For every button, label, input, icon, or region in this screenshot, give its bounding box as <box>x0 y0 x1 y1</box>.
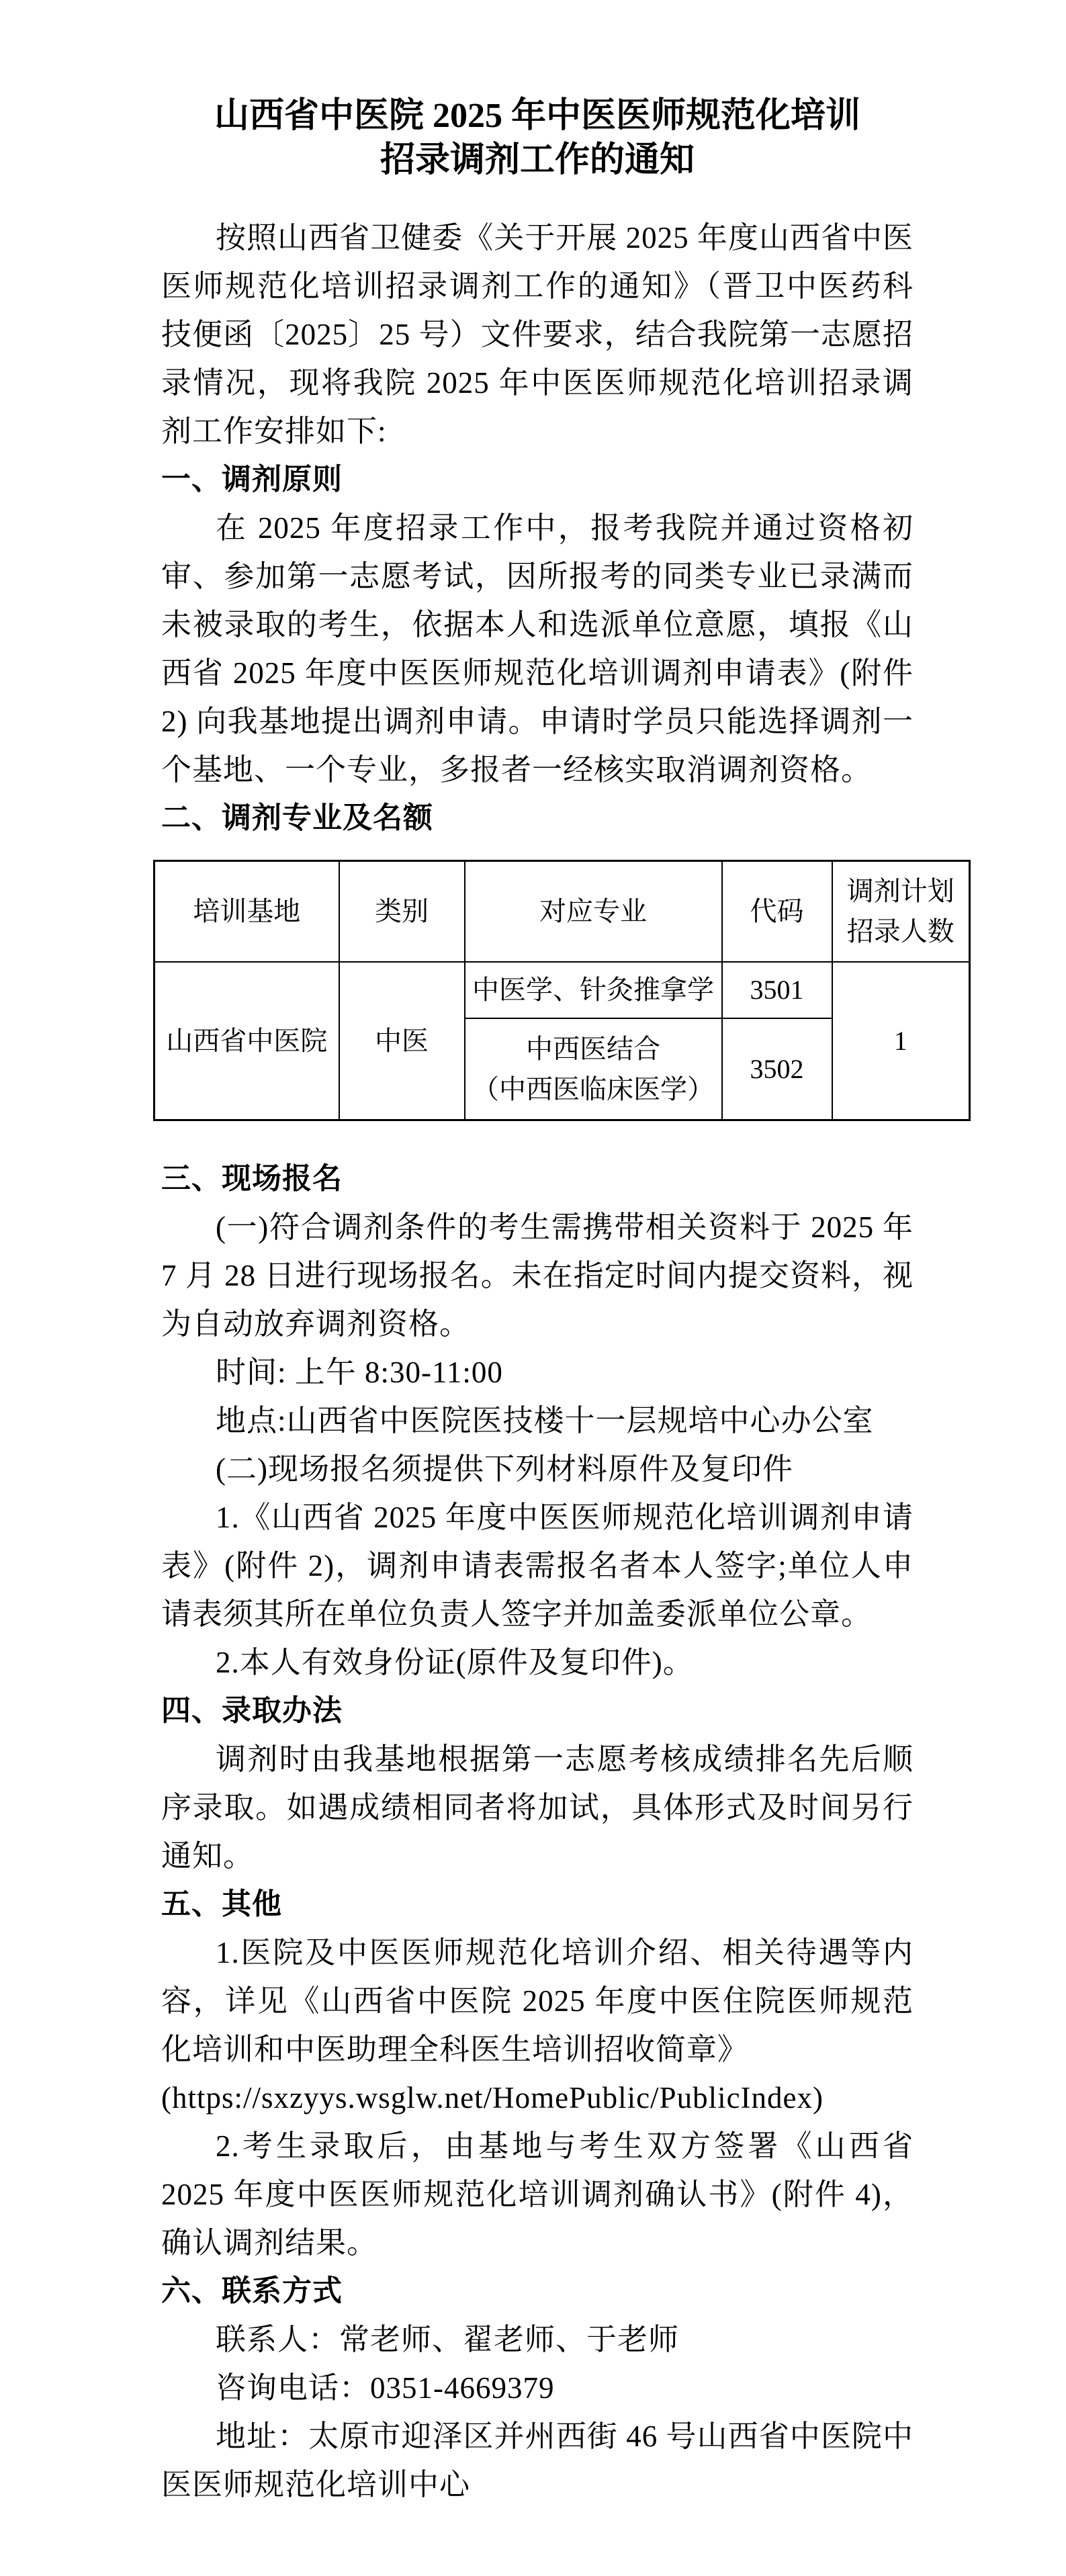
table-header-code: 代码 <box>722 861 832 963</box>
admission-method-paragraph: 调剂时由我基地根据第一志愿考核成绩排名先后顺序录取。如遇成绩相同者将加试，具体形式及时间另行通知。 <box>161 1742 914 1873</box>
material-item-2: 2.本人有效身份证(原件及复印件)。 <box>216 1646 694 1679</box>
quota-table-header-row <box>154 861 970 963</box>
table-cell-major-2-line-2: （中西医临床医学） <box>472 1073 714 1104</box>
transfer-principle-paragraph: 在 2025 年度招录工作中，报考我院并通过资格初审、参加第一志愿考试，因所报考的同类专业已录满而未被录取的考生，依据本人和选派单位意愿，填报《山西省 2025 年度中医医师规范化培训调剂申请表》(附件 2) 向我基地提出调剂申请。申请时学员只能选择调剂一个基地、一个专业，多报者一经核实取消调剂资格。 <box>161 511 914 787</box>
quota-table-row-1 <box>154 962 970 1018</box>
table-cell-training-base: 山西省中医院 <box>154 962 339 1120</box>
other-item-2: 2.考生录取后，由基地与考生双方签署《山西省 2025 年度中医医师规范化培训调剂确认书》(附件 4)，确认调剂结果。 <box>161 2129 914 2260</box>
section-3-heading: 三、现场报名 <box>161 1162 343 1195</box>
intro-paragraph: 按照山西省卫健委《关于开展 2025 年度山西省中医医师规范化培训招录调剂工作的通知》（晋卫中医药科技便函〔2025〕25 号）文件要求，结合我院第一志愿招录情况，现将我院 2025 年中医医师规范化培训招录调剂工作安排如下: <box>161 221 914 448</box>
table-header-category: 类别 <box>339 861 465 963</box>
onsite-registration-paragraph: (一)符合调剂条件的考生需携带相关资料于 2025 年 7 月 28 日进行现场报名。未在指定时间内提交资料，视为自动放弃调剂资格。 <box>161 1210 914 1341</box>
section-6-heading: 六、联系方式 <box>161 2274 343 2307</box>
other-item-1: 1.医院及中医医师规范化培训介绍、相关待遇等内容，详见《山西省中医院 2025 年度中医住院医师规范化培训和中医助理全科医生培训招收简章》 <box>161 1936 914 2066</box>
table-cell-major-2 <box>465 1018 722 1120</box>
material-item-1: 1.《山西省 2025 年度中医医师规范化培训调剂申请表》(附件 2)，调剂申请表需报名者本人签字;单位人申请表须其所在单位负责人签字并加盖委派单位公章。 <box>161 1501 914 1631</box>
document-title-line-2: 招录调剂工作的通知 <box>380 141 695 179</box>
table-cell-major-2-line-1: 中西医结合 <box>526 1033 660 1064</box>
recruitment-brochure-url: (https://sxzyys.wsglw.net/HomePublic/PublicIndex) <box>161 2081 824 2115</box>
registration-location: 地点:山西省中医院医技楼十一层规培中心办公室 <box>216 1404 874 1437</box>
registration-time: 时间: 上午 8:30-11:00 <box>216 1356 503 1389</box>
table-header-training-base: 培训基地 <box>154 861 339 963</box>
materials-intro-paragraph: (二)现场报名须提供下列材料原件及复印件 <box>216 1452 793 1486</box>
table-header-quota-line-1: 调剂计划 <box>846 876 954 906</box>
table-cell-code-2: 3502 <box>722 1018 832 1120</box>
section-5-heading: 五、其他 <box>161 1887 282 1920</box>
contact-phone: 咨询电话：0351-4669379 <box>216 2371 555 2405</box>
table-header-major: 对应专业 <box>465 861 722 963</box>
table-cell-major-1: 中医学、针灸推拿学 <box>465 962 722 1018</box>
section-2-heading: 二、调剂专业及名额 <box>161 801 433 834</box>
table-header-quota <box>832 861 970 963</box>
table-cell-code-1: 3501 <box>722 962 832 1018</box>
section-4-heading: 四、录取办法 <box>161 1694 343 1727</box>
table-cell-category: 中医 <box>339 962 465 1120</box>
document-title <box>161 94 914 183</box>
quota-table <box>153 860 971 1121</box>
document-title-line-1: 山西省中医院 2025 年中医医师规范化培训 <box>214 97 860 135</box>
table-cell-quota: 1 <box>832 962 970 1120</box>
contact-address: 地址：太原市迎泽区并州西街 46 号山西省中医院中医医师规范化培训中心 <box>161 2419 914 2501</box>
contact-person: 联系人：常老师、翟老师、于老师 <box>216 2323 680 2356</box>
table-header-quota-line-2: 招录人数 <box>846 916 954 946</box>
section-1-heading: 一、调剂原则 <box>161 463 343 496</box>
